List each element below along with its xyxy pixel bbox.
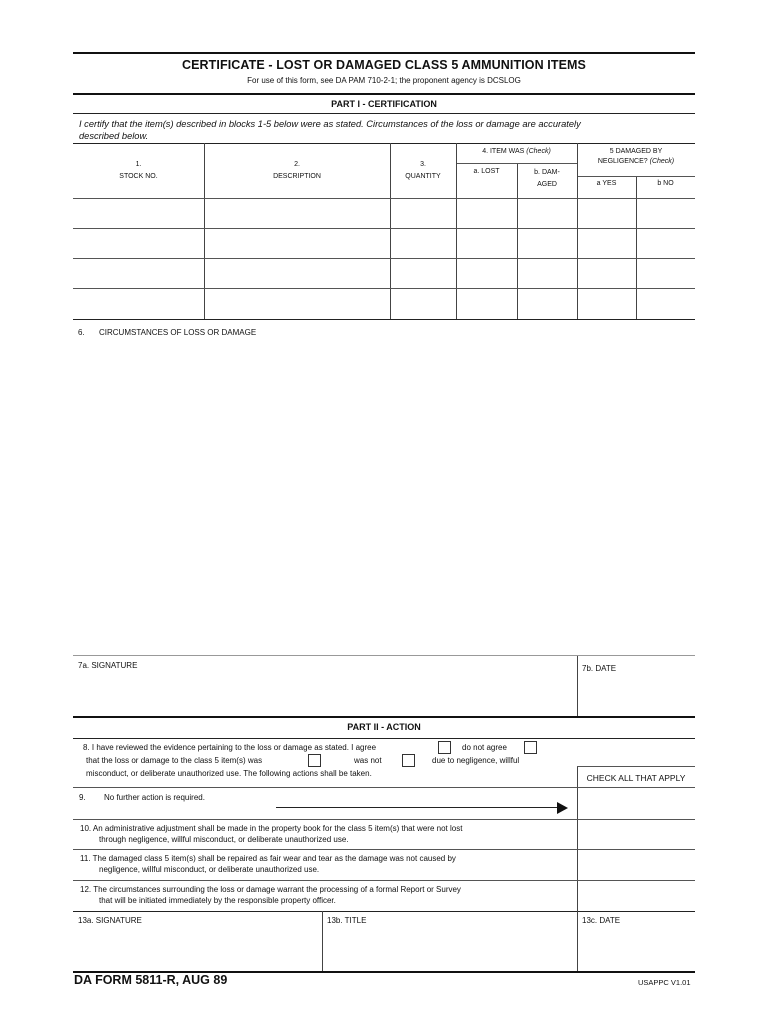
description-cell[interactable] (205, 229, 390, 258)
form-subtitle: For use of this form, see DA PAM 710-2-1; the proponent agency is DCSLOG (247, 76, 521, 85)
check-header-top (577, 766, 695, 767)
block13a-label: 13a. SIGNATURE (78, 916, 142, 925)
item10-line2: through negligence, willful misconduct, or deliberate unauthorized use. (99, 835, 349, 844)
was-checkbox[interactable] (308, 754, 321, 767)
quantity-cell[interactable] (391, 289, 456, 319)
items-table (73, 143, 695, 320)
block8-line1: 8. I have reviewed the evidence pertaining to the loss or damage as stated. I agree (83, 743, 377, 752)
col-description: 2. DESCRIPTION (273, 161, 321, 180)
col-damaged: b. DAM- AGED (534, 169, 560, 188)
damaged-cell[interactable] (518, 259, 577, 288)
item9-check-cell[interactable] (578, 788, 695, 818)
approver-signature-field[interactable] (73, 928, 321, 970)
item9-arrow-line (276, 807, 562, 808)
header-divider (73, 93, 695, 95)
damaged-cell[interactable] (518, 199, 577, 228)
stock-no-cell[interactable] (73, 229, 204, 258)
quantity-cell[interactable] (391, 259, 456, 288)
approver-date-field[interactable] (578, 928, 695, 970)
col-quantity: 3. QUANTITY (405, 161, 441, 180)
top-border (73, 52, 695, 54)
block8-line2-end: due to negligence, willful (432, 756, 520, 765)
form-number: DA FORM 5811-R, AUG 89 (74, 973, 228, 987)
date-field[interactable] (578, 674, 695, 715)
lost-cell[interactable] (457, 289, 517, 319)
was-not-checkbox[interactable] (402, 754, 415, 767)
damaged-cell[interactable] (518, 229, 577, 258)
form-title: CERTIFICATE - LOST OR DAMAGED CLASS 5 AMMUNITION ITEMS (181, 58, 586, 72)
col-negligence: 5 DAMAGED BY NEGLIGENCE? (Check) (597, 148, 675, 165)
quantity-cell[interactable] (391, 229, 456, 258)
item11-line1: 11. The damaged class 5 item(s) shall be repaired as fair wear and tear as the damage was not caused by (80, 854, 456, 863)
yes-cell[interactable] (578, 199, 636, 228)
da-form-5811r (73, 52, 695, 972)
quantity-cell[interactable] (391, 199, 456, 228)
description-cell[interactable] (205, 199, 390, 228)
yes-cell[interactable] (578, 259, 636, 288)
item9-number: 9. (79, 793, 86, 802)
col-yes: a YES (596, 180, 617, 187)
do-not-agree-label: do not agree (462, 743, 507, 752)
lost-cell[interactable] (457, 199, 517, 228)
approver-title-field[interactable] (323, 928, 576, 970)
stock-no-cell[interactable] (73, 199, 204, 228)
no-cell[interactable] (637, 259, 695, 288)
block13b-label: 13b. TITLE (327, 916, 367, 925)
block8-line2: that the loss or damage to the class 5 item(s) was (86, 756, 263, 765)
no-cell[interactable] (637, 289, 695, 319)
yes-cell[interactable] (578, 229, 636, 258)
table-row (73, 289, 695, 319)
agree-checkbox[interactable] (438, 741, 451, 754)
certification-line-2: described below. (79, 130, 149, 141)
certification-line-1: I certify that the item(s) described in blocks 1-5 below were as stated. Circumstances of the loss or damage are accurately (79, 119, 581, 129)
item12-line1: 12. The circumstances surrounding the loss or damage warrant the processing of a formal Report or Survey (80, 885, 461, 894)
col-stock-no: 1. STOCK NO. (119, 161, 158, 180)
item11-line2: negligence, willful misconduct, or deliberate unauthorized use. (99, 865, 320, 874)
item9-text: No further action is required. (104, 793, 205, 802)
damaged-cell[interactable] (518, 289, 577, 319)
item11-check-cell[interactable] (578, 850, 695, 879)
circumstances-field[interactable] (73, 342, 695, 654)
date-label: 7b. DATE (582, 664, 617, 673)
block6-label: CIRCUMSTANCES OF LOSS OR DAMAGE (99, 328, 257, 337)
part2-divider (73, 738, 695, 739)
part2-heading: PART II - ACTION (347, 722, 421, 732)
item10-line1: 10. An administrative adjustment shall be made in the property book for the class 5 item(s) that were not lost (80, 824, 463, 833)
col-lost: a. LOST (473, 168, 500, 175)
item10-check-cell[interactable] (578, 820, 695, 848)
no-cell[interactable] (637, 229, 695, 258)
do-not-agree-checkbox[interactable] (524, 741, 537, 754)
block13-top (73, 911, 695, 912)
part1-divider (73, 113, 695, 114)
block8-line3: misconduct, or deliberate unauthorized use. The following actions shall be taken. (86, 769, 372, 778)
form-version: USAPPC V1.01 (638, 978, 691, 987)
col-no: b NO (657, 180, 674, 187)
check-all-label: CHECK ALL THAT APPLY (586, 773, 686, 783)
certification-text (79, 119, 679, 142)
was-not-label: was not (354, 756, 382, 765)
description-cell[interactable] (205, 289, 390, 319)
part1-heading: PART I - CERTIFICATION (331, 99, 437, 109)
lost-cell[interactable] (457, 259, 517, 288)
table-row (73, 199, 695, 228)
signature-field[interactable] (73, 672, 576, 715)
stock-no-cell[interactable] (73, 289, 204, 319)
part2-top-border (73, 716, 695, 718)
arrow-right-icon (557, 802, 568, 814)
description-cell[interactable] (205, 259, 390, 288)
item12-check-cell[interactable] (578, 881, 695, 910)
no-cell[interactable] (637, 199, 695, 228)
table-row (73, 259, 695, 288)
table-row (73, 229, 695, 258)
block13c-label: 13c. DATE (582, 916, 621, 925)
item12-line2: that will be initiated immediately by the responsible property officer. (99, 896, 336, 905)
lost-cell[interactable] (457, 229, 517, 258)
yes-cell[interactable] (578, 289, 636, 319)
block7-top-border (73, 655, 695, 656)
signature-label: 7a. SIGNATURE (78, 661, 138, 670)
block6-number: 6. (78, 328, 85, 337)
col-item-was: 4. ITEM WAS (Check) (482, 148, 551, 155)
stock-no-cell[interactable] (73, 259, 204, 288)
